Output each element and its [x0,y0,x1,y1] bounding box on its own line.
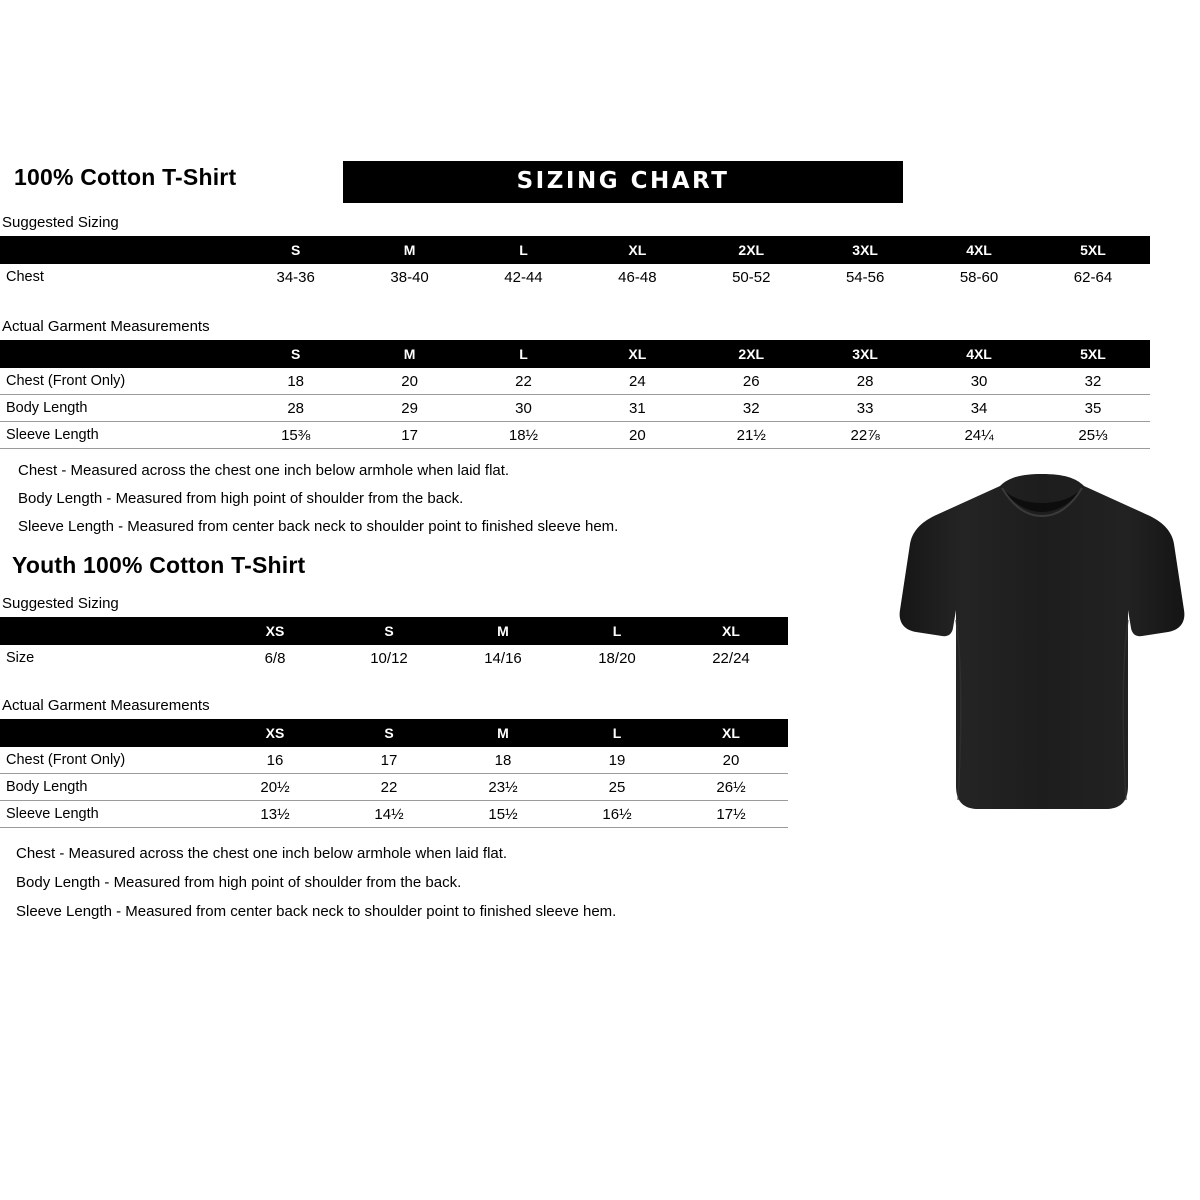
youth-suggested-label: Suggested Sizing [2,595,119,612]
row-label: Body Length [0,395,239,422]
table-header-row [0,719,788,747]
cell: 22 [467,368,581,395]
cell: 13½ [218,801,332,828]
cell: 18 [239,368,353,395]
row-label: Sleeve Length [0,801,218,828]
table-header-row [0,617,788,645]
col-head-5: XL [674,617,788,645]
col-head-3: L [467,340,581,368]
col-head-2: M [353,340,467,368]
adult-note-sleeve-length: Sleeve Length - Measured from center back neck to shoulder point to finished sleeve hem. [18,518,619,535]
table-header-row [0,340,1150,368]
cell: 18/20 [560,645,674,671]
col-head-4: L [560,617,674,645]
col-head-8: 5XL [1036,340,1150,368]
youth-section-title: Youth 100% Cotton T-Shirt [12,552,306,578]
cell: 28 [239,395,353,422]
col-head-1: XS [218,617,332,645]
cell: 26 [694,368,808,395]
adult-actual-label: Actual Garment Measurements [2,318,210,335]
cell: 20 [353,368,467,395]
youth-note-sleeve-length: Sleeve Length - Measured from center back neck to shoulder point to finished sleeve hem. [16,903,617,920]
cell: 24 [580,368,694,395]
col-head-4: L [560,719,674,747]
cell: 35 [1036,395,1150,422]
cell: 15½ [446,801,560,828]
cell: 23½ [446,774,560,801]
sizing-chart-banner [343,161,903,203]
col-head-5: XL [674,719,788,747]
cell: 10/12 [332,645,446,671]
col-head-1: XS [218,719,332,747]
cell: 29 [353,395,467,422]
cell: 34-36 [239,264,353,290]
col-head-3: M [446,617,560,645]
col-head-4: XL [580,236,694,264]
adult-suggested-table [0,236,1150,290]
cell: 15⅜ [239,422,353,449]
youth-actual-label: Actual Garment Measurements [2,697,210,714]
cell: 38-40 [353,264,467,290]
cell: 25⅓ [1036,422,1150,449]
col-head-2: M [353,236,467,264]
cell: 21½ [694,422,808,449]
col-head-8: 5XL [1036,236,1150,264]
cell: 16½ [560,801,674,828]
cell: 22/24 [674,645,788,671]
youth-suggested-table [0,617,788,671]
sizing-chart-banner-label: SIZING CHART [516,168,730,194]
col-head-5: 2XL [694,236,808,264]
table-row [0,422,1150,449]
tshirt-icon [892,470,1192,815]
cell: 16 [218,747,332,774]
cell: 31 [580,395,694,422]
adult-note-body-length: Body Length - Measured from high point of shoulder from the back. [18,490,464,507]
cell: 22 [332,774,446,801]
col-head-2: S [332,617,446,645]
col-head-5: 2XL [694,340,808,368]
cell: 42-44 [467,264,581,290]
col-head-1: S [239,340,353,368]
cell: 14½ [332,801,446,828]
row-label: Chest (Front Only) [0,747,218,774]
col-head-7: 4XL [922,340,1036,368]
col-head-2: S [332,719,446,747]
youth-note-body-length: Body Length - Measured from high point of shoulder from the back. [16,874,462,891]
cell: 25 [560,774,674,801]
col-head-0 [0,236,239,264]
col-head-7: 4XL [922,236,1036,264]
table-row [0,368,1150,395]
adult-suggested-label: Suggested Sizing [2,214,119,231]
youth-note-chest: Chest - Measured across the chest one inch below armhole when laid flat. [16,845,508,862]
tshirt-product-image [892,470,1192,815]
cell: 46-48 [580,264,694,290]
col-head-3: M [446,719,560,747]
table-row [0,264,1150,290]
col-head-3: L [467,236,581,264]
youth-actual-table [0,719,788,828]
row-label: Chest [0,264,239,290]
col-head-4: XL [580,340,694,368]
table-row [0,801,788,828]
cell: 6/8 [218,645,332,671]
col-head-1: S [239,236,353,264]
adult-actual-table [0,340,1150,449]
cell: 30 [922,368,1036,395]
row-label: Size [0,645,218,671]
cell: 17 [353,422,467,449]
cell: 17½ [674,801,788,828]
adult-note-chest: Chest - Measured across the chest one inch below armhole when laid flat. [18,462,510,479]
table-row [0,645,788,671]
cell: 18½ [467,422,581,449]
col-head-6: 3XL [808,236,922,264]
cell: 20 [674,747,788,774]
table-row [0,774,788,801]
table-row [0,747,788,774]
cell: 62-64 [1036,264,1150,290]
cell: 26½ [674,774,788,801]
cell: 34 [922,395,1036,422]
cell: 14/16 [446,645,560,671]
cell: 30 [467,395,581,422]
cell: 18 [446,747,560,774]
col-head-6: 3XL [808,340,922,368]
table-row [0,395,1150,422]
cell: 54-56 [808,264,922,290]
cell: 33 [808,395,922,422]
col-head-0 [0,340,239,368]
table-header-row [0,236,1150,264]
cell: 22⅞ [808,422,922,449]
col-head-0 [0,617,218,645]
cell: 24¼ [922,422,1036,449]
col-head-0 [0,719,218,747]
cell: 17 [332,747,446,774]
cell: 50-52 [694,264,808,290]
row-label: Sleeve Length [0,422,239,449]
row-label: Chest (Front Only) [0,368,239,395]
cell: 58-60 [922,264,1036,290]
cell: 20½ [218,774,332,801]
cell: 28 [808,368,922,395]
row-label: Body Length [0,774,218,801]
adult-section-title: 100% Cotton T-Shirt [14,164,237,190]
cell: 19 [560,747,674,774]
cell: 32 [694,395,808,422]
cell: 32 [1036,368,1150,395]
cell: 20 [580,422,694,449]
